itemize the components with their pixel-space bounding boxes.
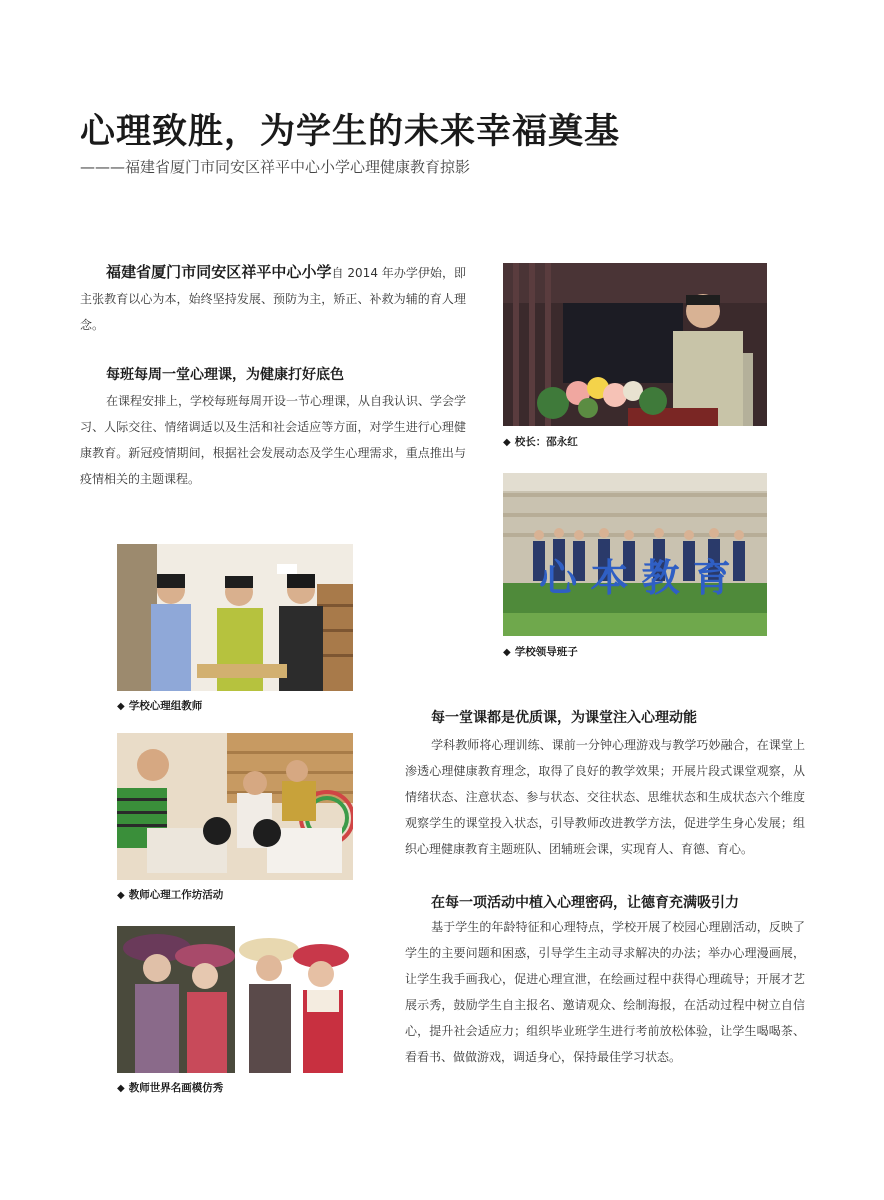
intro-paragraph [80,259,466,338]
diamond-icon: ◆ [117,1083,125,1094]
school-name: 福建省厦门市同安区祥平中心小学 [106,263,332,281]
section2-heading: 每一堂课都是优质课，为课堂注入心理动能 [431,710,697,726]
workshop-caption: ◆ 教师心理工作坊活动 [117,889,224,901]
diamond-icon: ◆ [503,647,511,658]
leadership-photo [503,473,767,636]
diamond-icon: ◆ [117,890,125,901]
section3-text: 基于学生的年龄特征和心理特点，学校开展了校园心理剧活动，反映了学生的主要问题和困惑，引导学生主动寻求解决的办法；举办心理漫画展，让学生我手画我心，促进心理宣泄，在绘画过程中获得心理疏导；开展才艺展示秀，鼓励学生自主报名、邀请观众、绘制海报，在活动过程中树立自信心，提升社会适应力；组织毕业班学生进行考前放松体验，让学生喝喝茶、看看书、做做游戏，调适身心，保持最佳学习状态。 [405,920,805,1064]
page-subtitle: ———福建省厦门市同安区祥平中心小学心理健康教育掠影 [80,158,471,176]
section2-text: 学科教师将心理训练、课前一分钟心理游戏与教学巧妙融合，在课堂上渗透心理健康教育理念，取得了良好的教学效果；开展片段式课堂观察，从情绪状态、注意状态、参与状态、交往状态、思维状态和生成状态六个维度观察学生的课堂投入状态，引导教师改进教学方法，促进学生身心发展；组织心理健康教育主题班队、团辅班会课，实现育人、育德、育心。 [405,738,805,856]
intro-text: 自 2014 年办学伊始，即主张教育以心为本，始终坚持发展、预防为主，矫正、补救为辅的育人理念。 [80,266,466,332]
diamond-icon: ◆ [117,701,125,712]
paintings-photo [117,926,353,1073]
section1-heading: 每班每周一堂心理课，为健康打好底色 [106,367,344,383]
section3-heading: 在每一项活动中植入心理密码，让德育充满吸引力 [431,895,739,911]
counselors-caption: ◆ 学校心理组教师 [117,700,203,712]
principal-caption: ◆ 校长：邵永红 [503,436,578,448]
principal-photo [503,263,767,426]
paintings-caption: ◆ 教师世界名画模仿秀 [117,1082,224,1094]
section1-paragraph [80,388,466,492]
workshop-photo [117,733,353,880]
page-title: 心理致胜，为学生的未来幸福奠基 [80,112,621,152]
section3-paragraph [405,914,805,1070]
leadership-caption: ◆ 学校领导班子 [503,646,578,658]
section2-paragraph [405,732,805,862]
counselors-photo [117,544,353,691]
section1-text: 在课程安排上，学校每班每周开设一节心理课，从自我认识、学会学习、人际交往、情绪调适以及生活和社会适应等方面，对学生进行心理健康教育。新冠疫情期间，根据社会发展动态及学生心理需求，重点推出与疫情相关的主题课程。 [80,394,467,486]
diamond-icon: ◆ [503,437,511,448]
leadership-sign-text: 心 本 教 育 [539,556,731,600]
